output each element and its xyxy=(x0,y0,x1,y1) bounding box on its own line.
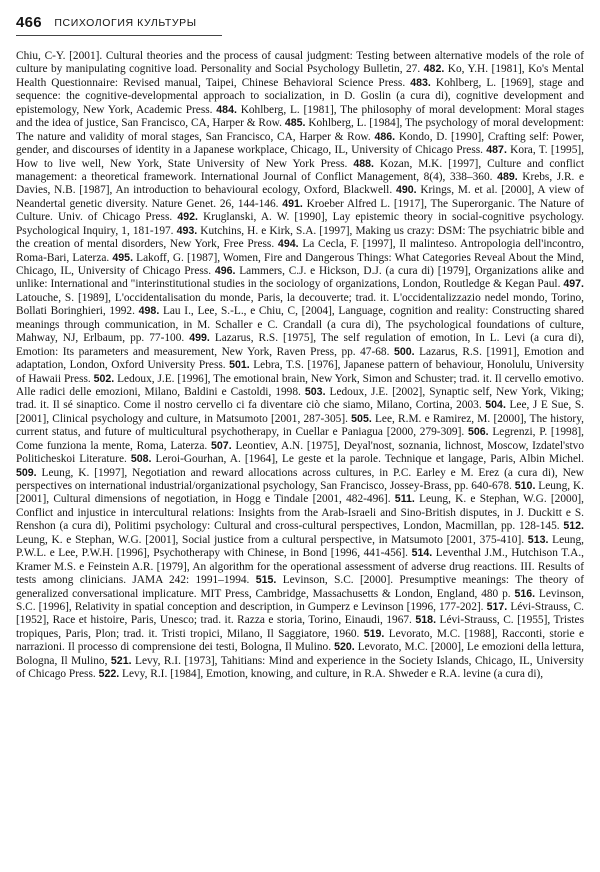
reference-text: Levy, R.I. [1973], Tahitians: Mind and experience in the Society Islands, Chicago, IL, University of Chicago Press. xyxy=(16,654,584,681)
reference-number: 522. xyxy=(98,668,120,681)
reference-number: 496. xyxy=(214,265,236,277)
reference-text: Ko, Y.H. [1981], Ko's Mental Health Questionnaire: Revised manual, Taipei, Chinese Behavioral Science Press. xyxy=(16,63,585,89)
reference-text: Levy, R.I. [1984], Emotion, knowing, and culture, in R.A. Shweder e R.A. levine (a cura di), xyxy=(122,668,544,681)
reference-number: 511. xyxy=(394,493,415,506)
reference-text: Leung, K. [2001], Cultural dimensions of negotiation, in Hogg e Tindale [2001, 482-496]. xyxy=(16,480,584,506)
reference-number: 502. xyxy=(93,372,115,385)
reference-number: 504. xyxy=(485,399,506,412)
reference-text: Levinson, S.C. [2000]. Presumptive meanings: The theory of generalized conversational implicature. MIT Press, Cambridge, Massachusetts & London, England, 480 p. xyxy=(16,574,584,600)
reference-number: 493. xyxy=(176,224,198,237)
reference-text: Krings, M. et al. [2000], A view of Neandertal genetic diversity. Nature Genet. 26, 144-146. xyxy=(16,184,585,210)
reference-text: Lévi-Strauss, C. [1952], Race et histoire, Paris, Unesco; trad. it. Razza e storia, Torino, Einaudi, 1967. xyxy=(16,600,585,627)
reference-number: 492. xyxy=(177,211,198,224)
reference-number: 508. xyxy=(130,453,152,466)
reference-text: Lakoff, G. [1987], Women, Fire and Dangerous Things: What Categories Reveal About the Mind, Chicago, IL, University of Chicago Press. xyxy=(16,251,584,277)
reference-text: Lammers, C.J. e Hickson, D.J. (a cura di) [1979], Organizations alike and unlike: International and "interinstitutional studies in the sociology of organizations, London, Routledge & Kegan Paul. xyxy=(16,265,585,291)
reference-number: 498. xyxy=(138,305,160,318)
reference-number: 494. xyxy=(277,238,299,251)
reference-text: Lee, R.M. e Ramirez, M. [2000], The history, current status, and future of multicultural psychotherapy, in Cuellar e Paniagua [2000, 279-309]. xyxy=(16,412,584,439)
reference-number: 517. xyxy=(486,600,508,613)
reference-number: 490. xyxy=(395,184,417,197)
reference-text: Leung, P.W.L. e Lee, P.W.H. [1996], Psychotherapy with Chinese, in Bond [1996, 441-456]. xyxy=(16,533,584,560)
reference-number: 518. xyxy=(415,614,437,627)
header-rule xyxy=(16,35,222,36)
reference-number: 491. xyxy=(282,197,303,210)
reference-text: Legrenzi, P. [1998], Come funziona la mente, Roma, Laterza. xyxy=(16,426,585,452)
page-header xyxy=(16,14,584,32)
reference-number: 485. xyxy=(284,117,306,130)
reference-entry xyxy=(131,453,584,465)
reference-text: Levorato, M.C. [1988], Racconti, storie e narrazioni. Il processo di comprensione dei testi, Bologna, Il Mulino. xyxy=(16,627,584,654)
reference-number: 501. xyxy=(229,359,250,372)
reference-text: Ledoux, J.E. [1996], The emotional brain, New York, Simon and Schuster; trad. it. Il cervello emotivo. Alle radici delle emozioni, Milano, Baldini e Castoldi, 1998. xyxy=(16,372,584,398)
reference-text: Ledoux, J.E. [2002], Synaptic self, New York, Viking; trad. it. Il sé sinaptico. Come il nostro cervello ci fa diventare ciò che siamo, Milano, Cortina, 2003. xyxy=(16,385,584,412)
reference-text: Kutchins, H. e Kirk, S.A. [1997], Making us crazy: DSM: The psychiatric bible and the creation of mental disorders, New York, Free Press. xyxy=(16,224,585,251)
reference-entry xyxy=(99,668,544,680)
reference-text: Levinson, S.C. [1996], Relativity in spatial conception and description, in Gumperz e Levinson [1996, 177-202]. xyxy=(16,587,584,613)
reference-text: Leroi-Gourhan, A. [1964], Le geste et la parole. Technique et langage, Paris, Albin Michel. xyxy=(155,453,584,466)
reference-list xyxy=(16,50,584,682)
reference-text: Kohlberg, L. [1969], stage and sequence: the cognitive-developmental approach to socialization, in D. Goslin (a cura di), cognitive development and epistemology, New York, Academic Press. xyxy=(16,76,584,116)
reference-text: Leung, K. [1997], Negotiation and reward allocations across cultures, in P.C. Earley e M. Erez (a cura di), New perspectives on international industrial/organizational psychology, San Francisco, Jossey-Brass, pp. 640-678. xyxy=(16,466,584,492)
reference-number: 513. xyxy=(527,533,549,546)
reference-number: 515. xyxy=(255,574,277,587)
reference-number: 484. xyxy=(216,103,237,116)
reference-number: 510. xyxy=(514,480,536,492)
reference-text: Kozan, M.K. [1997], Culture and conflict management: a theoretical framework. International Journal of Conflict Management, 8(4), 338–360. xyxy=(16,157,584,183)
reference-text: Leung, K. e Stephan, W.G. [2000], Conflict and injustice in intercultural relations: Insights from the Arab-Israeli and Sino-British disputes, in J. Duckitt e S. Renshon (a cura di), Politimi psychology: Cultural and cross-cultural perspectives, London, Macmillan, pp. 128-145. xyxy=(16,493,584,533)
reference-number: 521. xyxy=(110,654,132,667)
reference-text: Levorato, M.C. [2000], Le emozioni della lettura, Bologna, Il Mulino, xyxy=(16,641,584,667)
reference-text: Lévi-Strauss, C. [1955], Tristes tropiques, Paris, Plon; trad. it. Tristi tropici, Milano, Il Saggiatore, 1960. xyxy=(16,614,584,640)
reference-text: Latouche, S. [1989], L'occidentalisation du monde, Paris, la decouverte; trad. it. L'occidentalizzazio nedel mondo, Torino, Bollati Boringhieri, 1992. xyxy=(16,291,584,318)
running-title: ПСИХОЛОГИЯ КУЛЬТУРЫ xyxy=(54,17,197,29)
reference-number: 512. xyxy=(563,520,584,533)
reference-text: Lau I., Lee, S.-L., e Chiu, C, [2004], Language, cognition and reality: Constructing shared meanings through communication, in M. Schaller e C. Crandall (a cura di), The psychological foundations of culture, Mahway, NJ, Erlbaum, pp. 77-100. xyxy=(16,305,584,345)
reference-text: Kohlberg, L. [1981], The philosophy of moral development: Moral stages and the idea of justice, San Francisco, CA, Harper & Row. xyxy=(16,103,584,130)
reference-text: Kondo, D. [1990], Crafting self: Power, gender, and discourses of identity in a Japanese workplace, Chicago, IL, University of Chicago Press. xyxy=(16,130,585,157)
reference-number: 514. xyxy=(411,547,433,560)
reference-number: 509. xyxy=(16,466,37,479)
reference-text: Kora, T. [1995], How to live well, New York, State University of New York Press. xyxy=(16,144,584,170)
reference-number: 505. xyxy=(351,412,372,425)
reference-text: Lebra, T.S. [1976], Japanese pattern of behaviour, Honolulu, University of Hawaii Press. xyxy=(16,359,584,385)
reference-number: 488. xyxy=(353,157,374,170)
reference-number: 487. xyxy=(486,144,507,157)
reference-text: Leventhal J.M., Hutchison T.A., Kramer M.S. e Feinstein A.R. [1979], An algorithm for the operational assessment of adverse drug reactions. III. Results of tests among clinicians. JAMA 242: 1991–1994. xyxy=(16,547,585,587)
reference-number: 507. xyxy=(211,439,232,452)
reference-text: Kruglanski, A. W. [1990], Lay epistemic theory in social-cognitive psychology. Psychological Inquiry, 1, 181-197. xyxy=(16,211,585,237)
reference-number: 483. xyxy=(410,76,431,89)
reference-text: Lazarus, R.S. [1991], Emotion and adaptation, London, Oxford University Press. xyxy=(16,345,585,372)
page-number: 466 xyxy=(16,14,42,31)
reference-text: Chiu, C-Y. [2001]. Cultural theories and the process of causal judgment: Testing between alternative models of the role of culture by manipulating cognitive load. Personality and Social Psychology Bulletin, 27. xyxy=(16,50,584,76)
reference-number: 503. xyxy=(304,385,326,398)
reference-number: 499. xyxy=(189,332,210,345)
reference-text: Leontiev, A.N. [1975], Deyal'nost, soznania, lichnost, Moscow, Izdatel'stvo Politicheskoi Literature. xyxy=(16,439,584,466)
reference-text: Krebs, J.R. e Davies, N.B. [1987], An introduction to behavioural ecology, Oxford, Blackwell. xyxy=(16,170,584,197)
reference-text: La Cecla, F. [1997], Il malinteso. Antropologia dell'incontro, Roma-Bari, Laterza. xyxy=(16,238,584,264)
reference-number: 482. xyxy=(423,63,445,76)
reference-number: 520. xyxy=(334,641,355,654)
reference-text: Kroeber Alfred L. [1917], The Superorganic. The Nature of Culture. Univ. of Chicago Press. xyxy=(16,197,584,224)
reference-text: Kohlberg, L. [1984], The psychology of moral development: The nature and validity of moral stages, San Francisco, CA, Harper & Row. xyxy=(16,117,584,143)
reference-number: 486. xyxy=(374,130,396,143)
reference-number: 516. xyxy=(514,587,536,600)
reference-number: 495. xyxy=(112,251,134,264)
reference-number: 489. xyxy=(497,170,518,183)
reference-text: Lazarus, R.S. [1975], The self regulation of emotion, In L. Levi (a cura di), Emotion: Its parameters and measurement, New York, Raven Press, pp. 47-68. xyxy=(16,332,584,358)
reference-entry xyxy=(16,467,584,492)
reference-number: 519. xyxy=(363,627,385,640)
reference-number: 500. xyxy=(393,345,415,358)
reference-text: Lee, J E Sue, S. [2001], Clinical psychology and culture, in Matsumoto [2001, 287-305]. xyxy=(16,399,584,425)
reference-text: Leung, K. e Stephan, W.G. [2001], Social justice from a cultural perspective, in Matsumoto [2001, 375-410]. xyxy=(16,533,525,546)
reference-number: 506. xyxy=(467,426,489,439)
reference-number: 497. xyxy=(563,278,584,291)
